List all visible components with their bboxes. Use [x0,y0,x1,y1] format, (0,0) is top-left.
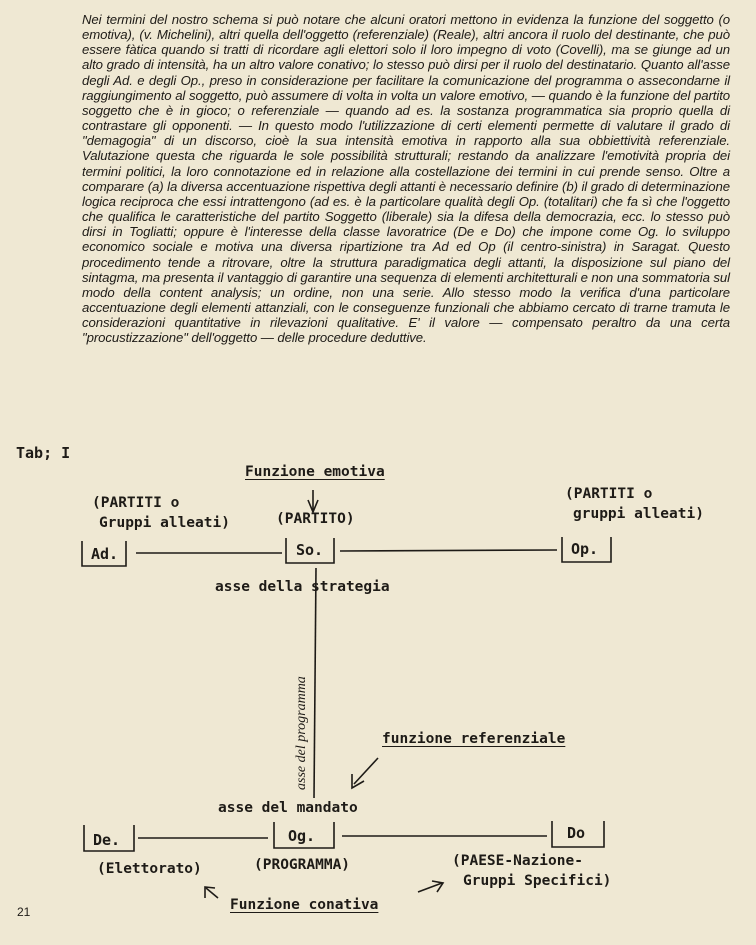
do-label: Do [567,824,586,842]
so-caption: (PARTITO) [276,511,355,527]
og-label: Og. [288,827,316,845]
ad-label: Ad. [91,545,119,563]
program-axis-label: asse del programma [294,676,309,790]
mandate-axis-label: asse del mandato [218,800,358,816]
referential-function-label: funzione referenziale [382,731,566,747]
op-label: Op. [571,540,599,558]
op-caption-line1: (PARTITI o [565,486,653,502]
do-caption-line2: Gruppi Specifici) [463,873,612,889]
table-label: Tab; I [16,444,71,462]
page-number: 21 [17,905,31,919]
de-caption: (Elettorato) [97,861,202,877]
conative-function-label: Funzione conativa [230,897,379,913]
de-label: De. [93,831,121,849]
og-caption: (PROGRAMMA) [254,857,351,873]
do-caption-line1: (PAESE-Nazione- [452,853,583,869]
ad-caption-line1: (PARTITI o [92,495,180,511]
strategy-axis-label: asse della strategia [215,579,390,595]
op-caption-line2: gruppi alleati) [573,506,704,522]
axis-top-right [340,550,557,551]
so-label: So. [296,541,324,559]
body-paragraph: Nei termini del nostro schema si può notare che alcuni oratori mettono in evidenza la funzione del soggetto (o emotiva), (v. Michelini), altri quella dell'oggetto (referenziale) (Reale), altri ancora il ruolo del destinante, che può essere fàtica quando si tratti di ricordare agli elettori solo il loro impegno di voto (Covelli), ma se giunge ad un alto grado di intensità, ha un altro valore conativo; lo stesso può dirsi per il ruolo del destinatario. Quanto all'asse degli Ad. e degli Op., preso in considerazione per facilitare la comunicazione del programma o assecondarne il raggiungimento al soggetto, può assumere di volta in volta un valore emotivo, — quando è la funzione del partito soggetto che è in gioco; o referenziale — quando ad es. la sostanza programmatica sia proprio quella di contrastare gli opponenti. — In questo modo l'utilizzazione di certi elementi permette di valutare il grado di "demagogia" di un discorso, cioè la sua intensità emotiva in rapporto alla sua obbiettività referenziale. Valutazione questa che riguarda le sole possibilità strutturali; restando da analizzare l'emotività propria dei termini politici, la loro connotazione ed in relazione alla costellazione dei termini in cui prende senso. Oltre a comparare (a) la diversa accentuazione rispettiva degli attanti è necessario definire (b) il grado di determinazione logica reciproca che essi intrattengono (ad es. è la particolare qualità degli Op. (totalitari) che fa sì che l'oggetto che qualifica le caratteristiche del partito Soggetto (liberale) sia la difesa della democrazia, ecc. lo stesso può dirsi in Togliatti; oppure è l'interesse della classe lavoratrice (De e Do) che impone come Og. lo sviluppo economico sociale e motiva una diversa ripartizione tra Ad ed Op (il centro-sinistra) in Saragat. Questo procedimento tende a ritrovare, oltre la struttura paradigmatica degli attanti, la disposizione sul piano del sintagma, ma presenta il vantaggio di garantire una sequenza di elementi architetturali e non una sommatoria sul modo della content analysis; un ordine, non una serie. Allo stesso modo la verifica d'una particolare accentuazione degli elementi attanziali, con le conseguenze funzionali che abbiamo cercato di trarne tramuta le considerazioni quantitative in rilevazioni qualitative. E' il valore — compensato peraltro da una certa "procustizzazione" dell'oggetto — delle procedure deduttive. [82,12,730,346]
axis-vertical [314,568,316,798]
emotive-function-label: Funzione emotiva [245,464,385,480]
conative-arrow-left [206,888,218,898]
ad-caption-line2: Gruppi alleati) [99,515,230,531]
referential-arrow [354,758,378,784]
